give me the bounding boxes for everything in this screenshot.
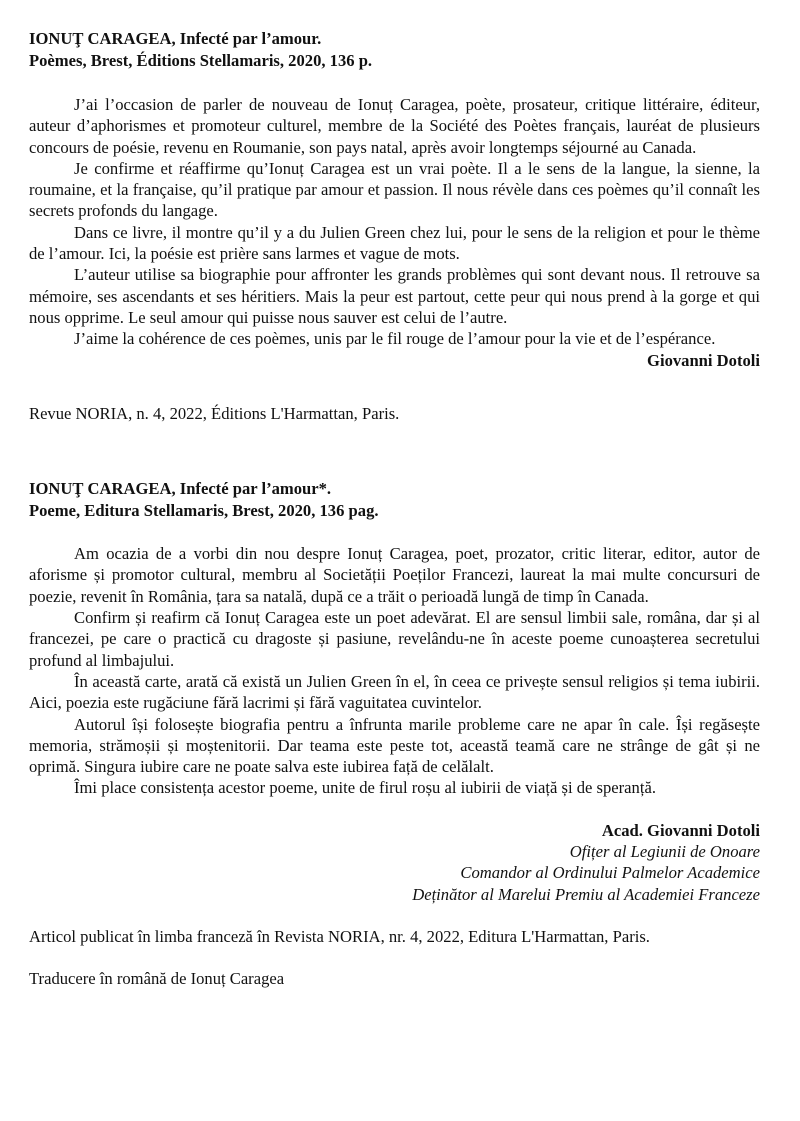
paragraph: J’aime la cohérence de ces poèmes, unis par le fil rouge de l’amour pour la vie et de l’espérance. xyxy=(74,329,716,349)
review-french-signature: Giovanni Dotoli xyxy=(647,350,760,370)
review-romanian xyxy=(29,478,760,989)
review-romanian-signature: Acad. Giovanni Dotoli xyxy=(601,820,760,840)
paragraph: Autorul își folosește biografia pentru a înfrunta marile probleme care ne apar în cale. Își regăsește memoria, strămoșii și moștenitorii. Dar teama este peste tot, această teamă care ne strânge de gât și ne oprimă. Singura iubire care ne poate salva este iubirea față de celălalt. xyxy=(29,714,760,777)
review-french-publication: Poèmes, Brest, Éditions Stellamaris, 2020, 136 p. xyxy=(29,51,373,70)
review-romanian-heading xyxy=(29,478,760,522)
author-title: Ofițer al Legiunii de Onoare xyxy=(569,842,760,862)
paragraph: În această carte, arată că există un Julien Green în el, în ceea ce privește sensul religios și tema iubirii. Aici, poezia este rugăciune fără lacrimi și fără vaguitatea cuvintelor. xyxy=(29,671,760,713)
paragraph: J’ai l’occasion de parler de nouveau de Ionuț Caragea, poète, prosateur, critique littéraire, éditeur, auteur d’aphorismes et promoteur culturel, membre de la Société des Poètes français, lauréat de plusieurs concours de poésie, revenu en Roumanie, son pays natal, après avoir longtemps séjourné au Canada. xyxy=(29,95,760,157)
review-french-body xyxy=(29,94,760,350)
paragraph: L’auteur utilise sa biographie pour affronter les grands problèmes qui sont devant nous. Il retrouve sa mémoire, ses ascendants et ses héritiers. Mais la peur est partout, cette peur qui nous prend à la gorge et qui nous opprime. Le seul amour qui puisse nous sauver est celui de l’autre. xyxy=(29,265,760,327)
author-title: Comandor al Ordinului Palmelor Academice xyxy=(460,863,760,883)
paragraph: Confirm și reafirm că Ionuț Caragea este un poet adevărat. El are sensul limbii sale, româna, dar și al francezei, pe care o practică cu dragoste și pasiune, revelându-ne în aceste poeme cunoașterea secretului profund al limbajului. xyxy=(29,608,760,670)
author-title: Deținător al Marelui Premiu al Academiei Franceze xyxy=(412,884,760,904)
review-romanian-publication: Poeme, Editura Stellamaris, Brest, 2020, 136 pag. xyxy=(29,501,379,521)
paragraph: Am ocazia de a vorbi din nou despre Ionuț Caragea, poet, prozator, critic literar, editor, autor de aforisme și promotor cultural, membru al Societății Poeților Francezi, laureat la mai multe concursuri de poezie, revenit în România, țara sa natală, după ce a trăit o perioadă lungă de timp în Canada. xyxy=(29,544,760,606)
review-french-title: IONUŢ CARAGEA, Infecté par l’amour. xyxy=(29,29,322,48)
review-french-heading xyxy=(29,28,760,72)
paragraph: Dans ce livre, il montre qu’il y a du Julien Green chez lui, pour le sens de la religion et pour le thème de l’amour. Ici, la poésie est prière sans larmes et vague de mots. xyxy=(29,222,760,264)
review-french-source: Revue NORIA, n. 4, 2022, Éditions L'Harmattan, Paris. xyxy=(29,403,400,423)
review-romanian-title: IONUŢ CARAGEA, Infecté par l’amour*. xyxy=(29,479,332,499)
review-romanian-body xyxy=(29,543,760,799)
document-page xyxy=(29,28,760,990)
translation-note: Traducere în română de Ionuț Caragea xyxy=(29,969,285,989)
paragraph: Je confirme et réaffirme qu’Ionuț Caragea est un vrai poète. Il a le sens de la langue, la sienne, la roumaine, et la française, qu’il pratique par amour et passion. Il nous révèle dans ces poèmes qu’il connaît les secrets profonds du langage. xyxy=(29,158,760,221)
review-french xyxy=(29,28,760,424)
review-romanian-source: Articol publicat în limba franceză în Revista NORIA, nr. 4, 2022, Editura L'Harmattan, Paris. xyxy=(29,926,650,946)
paragraph: Îmi place consistența acestor poeme, unite de firul roșu al iubirii de viață și de speranță. xyxy=(74,778,656,798)
